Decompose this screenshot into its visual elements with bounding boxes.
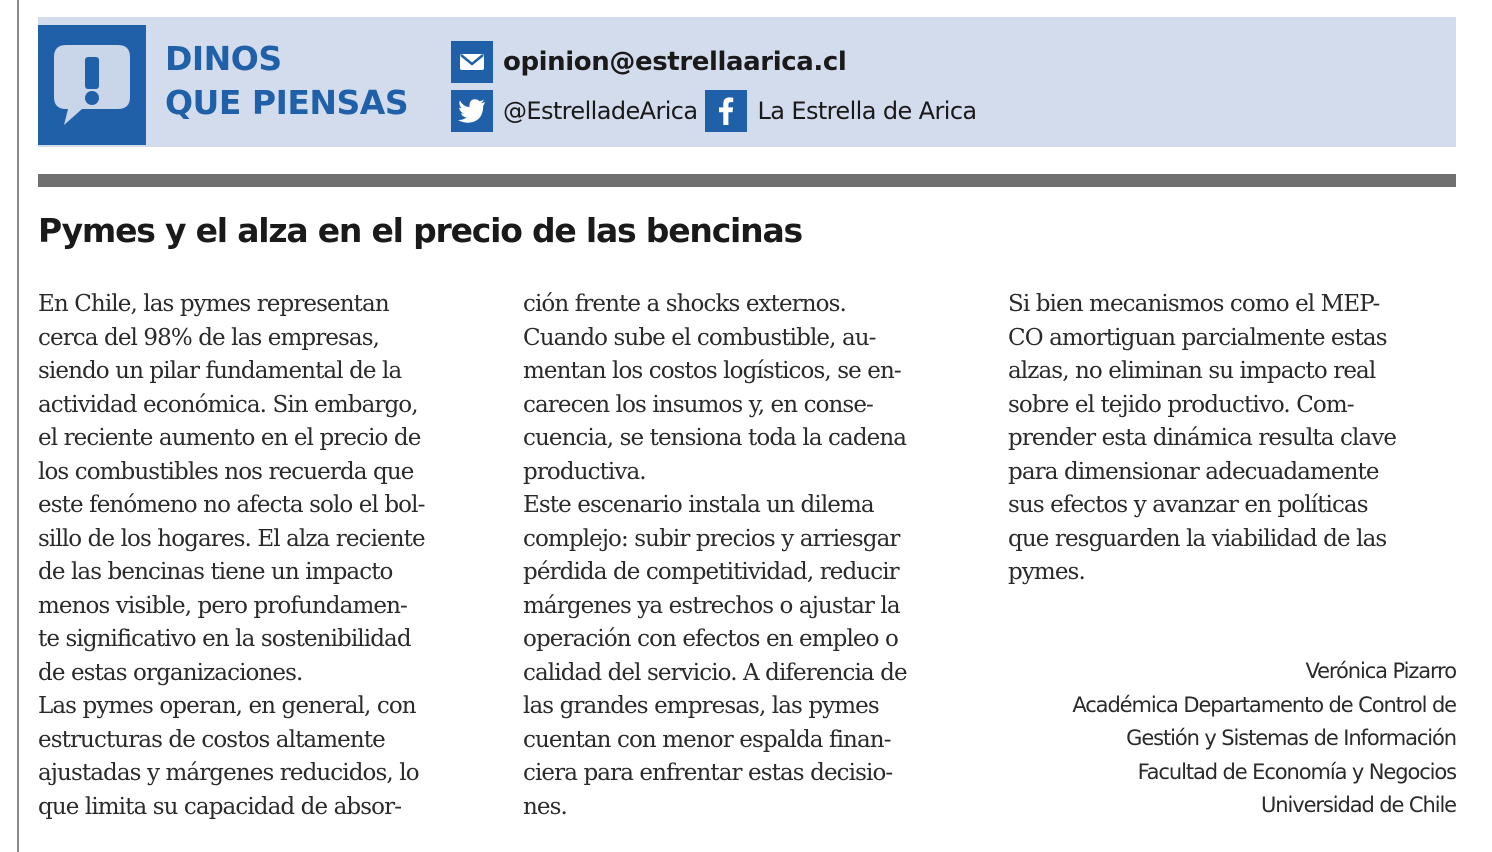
article-text-line: siendo un pilar fundamental de la [38,358,402,384]
article-text-line: carecen los insumos y, en conse- [523,391,873,418]
article-text-line: cuencia, se tensiona toda la cadena [523,425,907,451]
article-text-line: prender esta dinámica resulta clave [1008,425,1397,451]
article-text-line: para dimensionar adecuadamente [1008,458,1379,485]
twitter-handle[interactable]: @EstrelladeArica [503,97,698,125]
article-text-line: cerca del 98% de las empresas, [38,324,380,351]
author-signature [1072,655,1456,823]
article-text-line: En Chile, las pymes representan [38,291,389,317]
article-text-line: las grandes empresas, las pymes [523,693,879,719]
section-title-line1: DINOS [165,39,282,78]
author-faculty: Facultad de Economía y Negocios [1137,759,1456,784]
article-text-line: sobre el tejido productivo. Com- [1008,391,1354,418]
facebook-page[interactable]: La Estrella de Arica [757,97,977,125]
article-column-3 [1008,288,1468,590]
article-text-line: ciera para enfrentar estas decisio- [523,760,893,786]
article-text-line: sillo de los hogares. El alza reciente [38,525,425,552]
article-text-line: mentan los costos logísticos, se en- [523,358,901,384]
article-text-line: Si bien mecanismos como el MEP- [1008,291,1380,317]
article-column-1 [38,288,498,824]
article-headline: Pymes y el alza en el precio de las bencinas [38,211,802,250]
section-title [165,37,408,125]
article-text-line: estructuras de costos altamente [38,726,385,753]
article-text-line: que limita su capacidad de absor- [38,793,402,820]
article-text-line: los combustibles nos recuerda que [38,458,414,485]
social-contacts [451,90,977,132]
article-text-line: te significativo en la sostenibilidad [38,626,411,652]
article-text-line: este fenómeno no afecta solo el bol- [38,492,425,518]
article-text-line: pérdida de competitividad, reducir [523,559,899,585]
article-text-line: cuentan con menor espalda finan- [523,726,891,753]
section-title-line2: QUE PIENSAS [165,83,409,122]
article-text-line: sus efectos y avanzar en políticas [1008,492,1368,518]
article-text-line: actividad económica. Sin embargo, [38,391,418,418]
envelope-icon [451,41,493,83]
article-column-2 [523,288,983,824]
article-text-line: Este escenario instala un dilema [523,492,874,518]
opinion-banner [38,17,1456,147]
article-text-line: de las bencinas tiene un impacto [38,559,393,585]
section-divider [38,174,1456,187]
article-text-line: pymes. [1008,559,1085,585]
article-text-line: Las pymes operan, en general, con [38,693,416,719]
article-text-line: operación con efectos en empleo o [523,626,898,652]
article-text-line: el reciente aumento en el precio de [38,425,421,451]
page-edge-rule [17,0,19,852]
speech-bubble-exclamation-icon [38,25,146,145]
article-text-line: nes. [523,793,567,820]
twitter-bird-icon [451,90,493,132]
article-text-line: productiva. [523,458,646,485]
article-text-line: márgenes ya estrechos o ajustar la [523,592,900,619]
author-position: Académica Departamento de Control de [1072,692,1456,717]
article-text-line: ajustadas y márgenes reducidos, lo [38,760,419,786]
article-text-line: alzas, no eliminan su impacto real [1008,358,1376,384]
facebook-f-icon [705,90,747,132]
article-text-line: complejo: subir precios y arriesgar [523,525,900,552]
article-text-line: de estas organizaciones. [38,659,303,686]
article-text-line: CO amortiguan parcialmente estas [1008,324,1387,351]
article-text-line: ción frente a shocks externos. [523,291,846,317]
author-university: Universidad de Chile [1261,793,1456,817]
author-department: Gestión y Sistemas de Información [1126,726,1456,750]
article-text-line: menos visible, pero profundamen- [38,592,407,619]
article-text-line: que resguarden la viabilidad de las [1008,525,1387,552]
email-address[interactable]: opinion@estrellaarica.cl [503,47,847,77]
author-name: Verónica Pizarro [1305,659,1456,683]
email-contact [451,41,846,83]
article-text-line: calidad del servicio. A diferencia de [523,659,907,686]
article-text-line: Cuando sube el combustible, au- [523,324,876,351]
